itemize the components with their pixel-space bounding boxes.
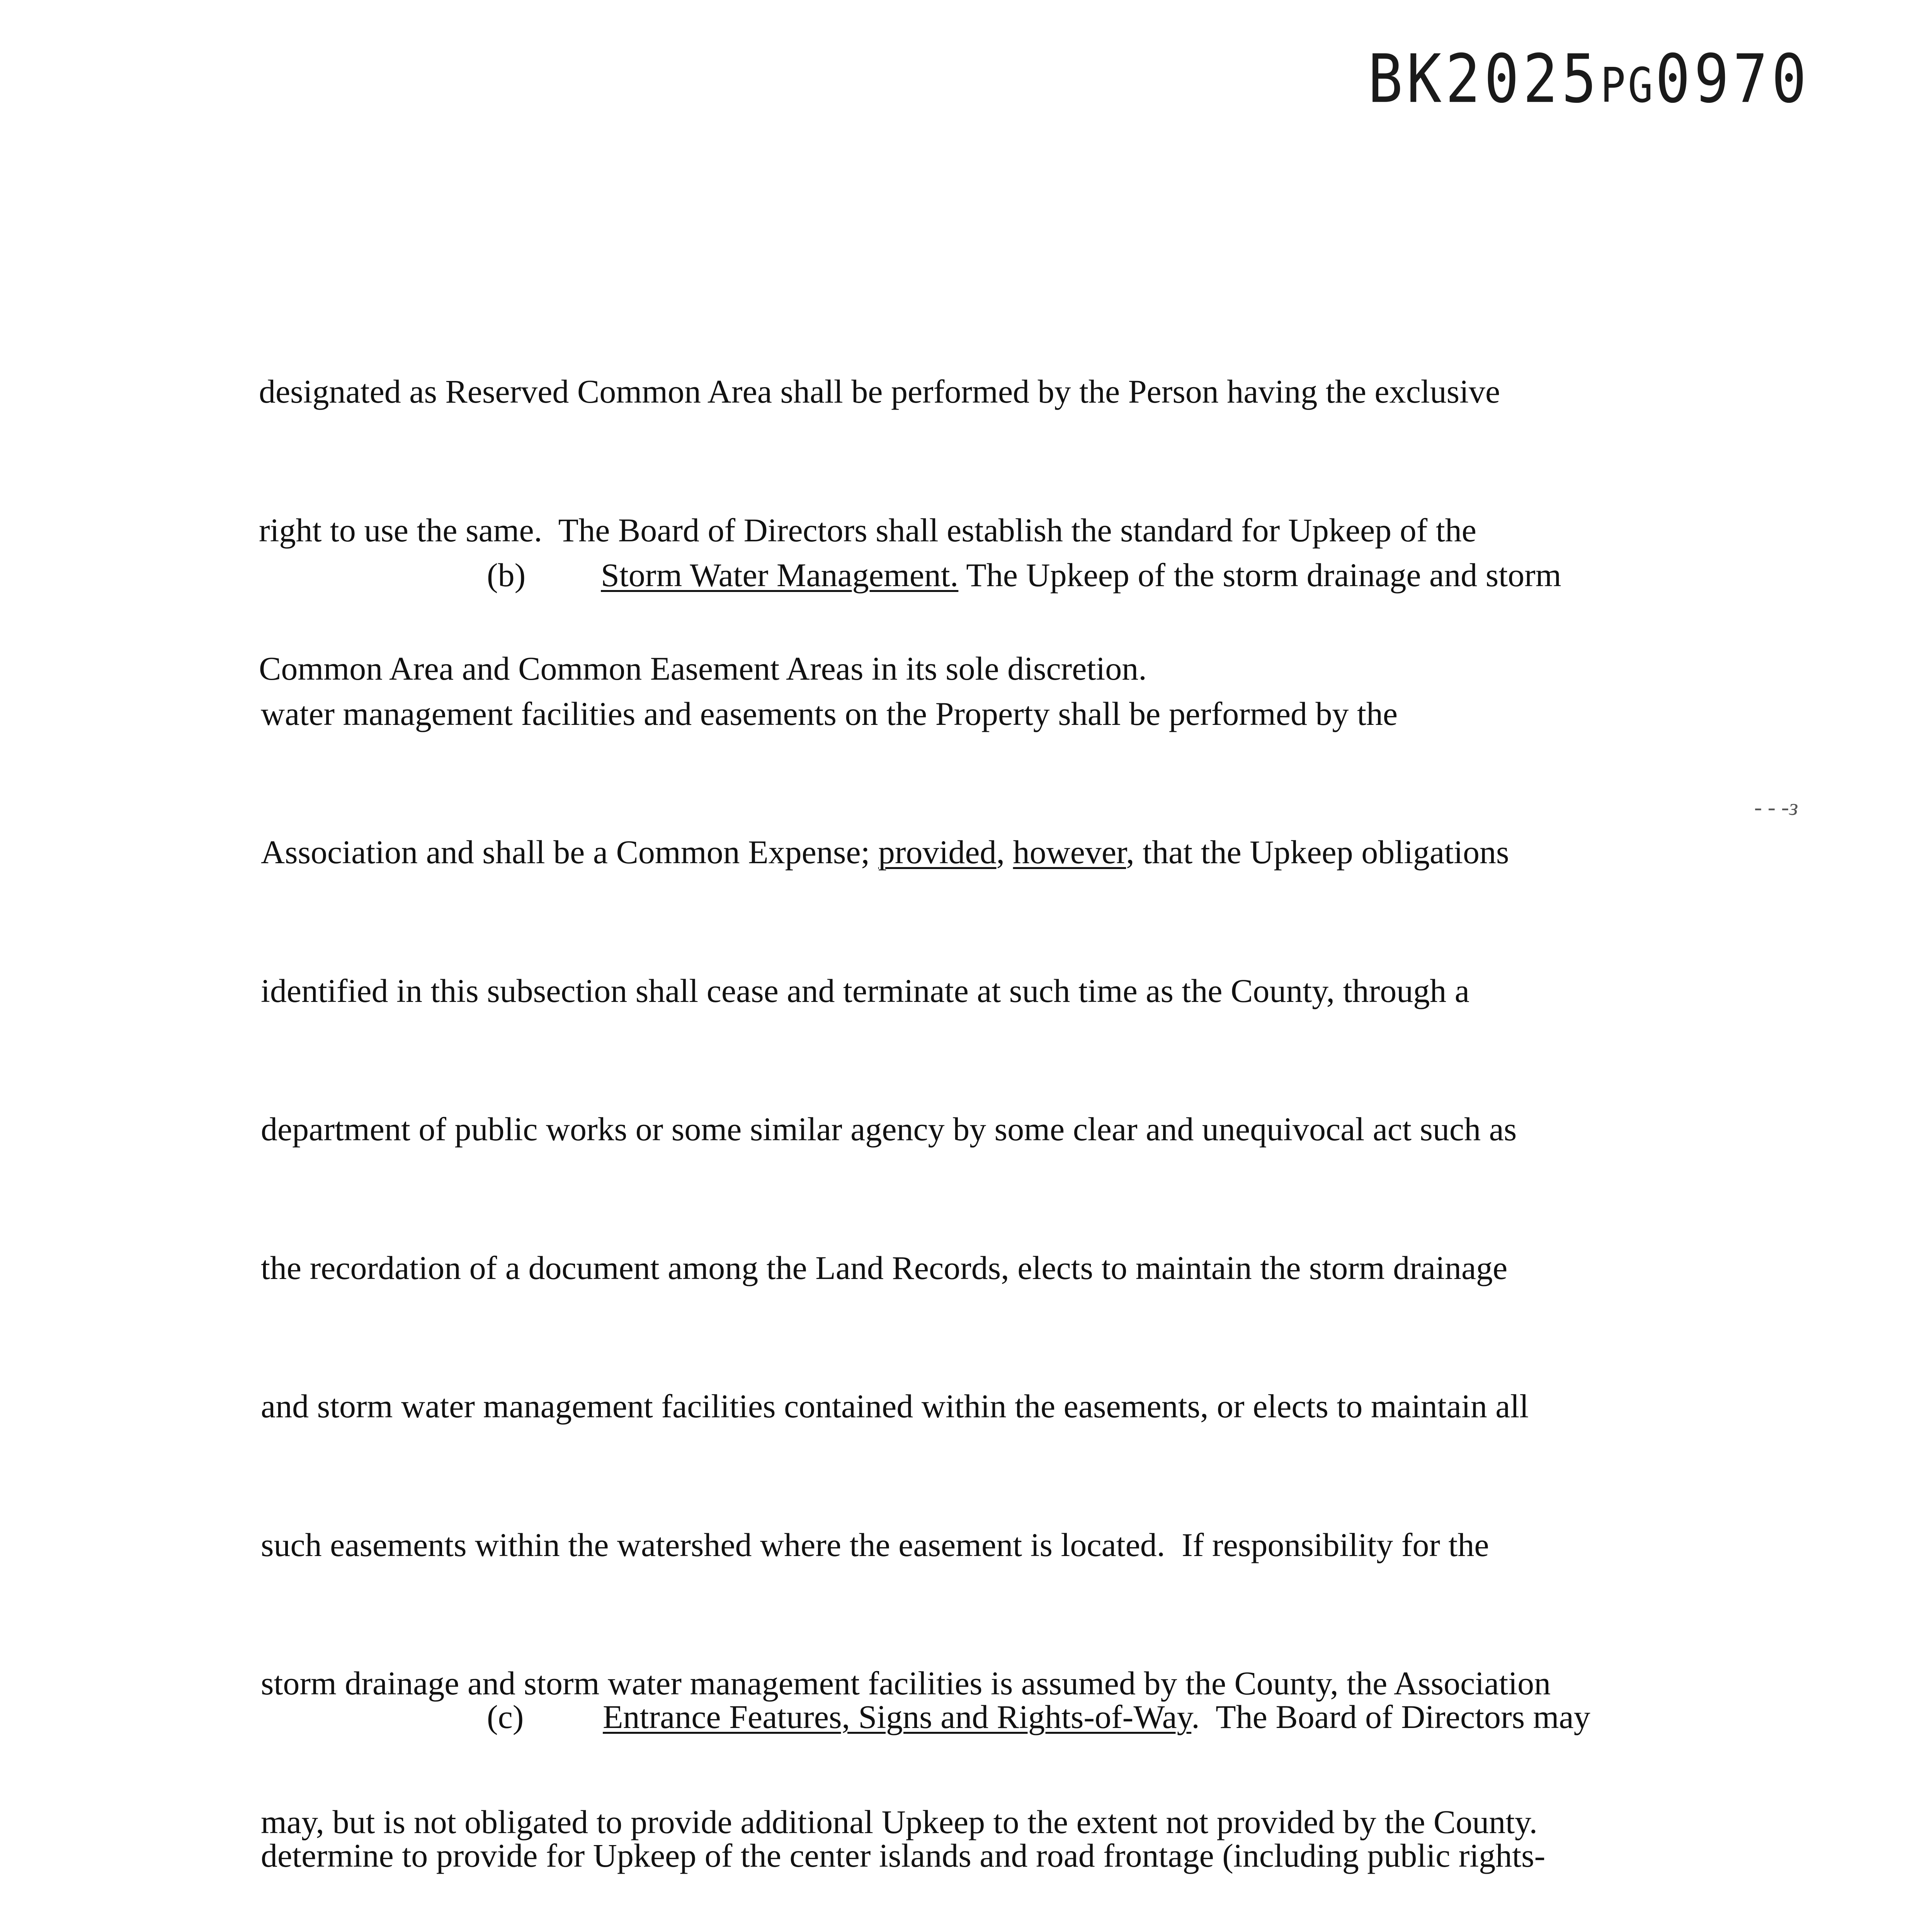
text-line: identified in this subsection shall cease and terminate at such time as the County, through a	[261, 972, 1469, 1009]
text-line: storm drainage and storm water management facilities is assumed by the County, the Association	[261, 1665, 1551, 1702]
text-line	[261, 829, 1561, 876]
text-run: . The Board of Directors may	[1191, 1698, 1590, 1735]
text-line	[261, 552, 1561, 599]
section-label: (b)	[487, 556, 526, 594]
text-run: The Upkeep of the storm drainage and storm	[958, 556, 1561, 594]
text-line: designated as Reserved Common Area shall be performed by the Person having the exclusive	[259, 373, 1500, 410]
text-run: , that the Upkeep obligations	[1126, 833, 1509, 871]
page-number-stamp: 0970	[1655, 41, 1811, 118]
book-prefix: BK	[1368, 41, 1446, 118]
text-line: Common Area and Common Easement Areas in its sole discretion.	[259, 650, 1147, 687]
text-run: ,	[996, 833, 1013, 871]
margin-mark: ‑ ‑ ‑з	[1754, 794, 1798, 820]
page-prefix: PG	[1600, 58, 1655, 114]
text-line	[261, 1694, 1590, 1740]
text-line: department of public works or some similar agency by some clear and unequivocal act such as	[261, 1111, 1517, 1148]
text-line: such easements within the watershed where the easement is located. If responsibility for the	[261, 1526, 1489, 1563]
emphasis-however: however	[1013, 833, 1126, 871]
text-line: water management facilities and easements on the Property shall be performed by the	[261, 695, 1398, 732]
text-line: determine to provide for Upkeep of the center islands and road frontage (including public rights-	[261, 1837, 1546, 1874]
text-line: right to use the same. The Board of Directors shall establish the standard for Upkeep of the	[259, 511, 1476, 549]
paragraph-c-entrance-features	[261, 1602, 1590, 1932]
book-number: 2025	[1445, 41, 1600, 118]
text-line: the recordation of a document among the Land Records, elects to maintain the storm drainage	[261, 1249, 1508, 1286]
text-line: and storm water management facilities contained within the easements, or elects to maintain all	[261, 1388, 1529, 1425]
text-line: may, but is not obligated to provide additional Upkeep to the extent not provided by the County.	[261, 1803, 1538, 1840]
book-page-stamp	[1368, 41, 1810, 118]
text-run: Association and shall be a Common Expense;	[261, 833, 878, 871]
section-label: (c)	[487, 1698, 524, 1735]
section-heading: Storm Water Management.	[601, 556, 959, 594]
section-heading: Entrance Features, Signs and Rights-of-Way	[603, 1698, 1192, 1735]
emphasis-provided: provided	[878, 833, 997, 871]
